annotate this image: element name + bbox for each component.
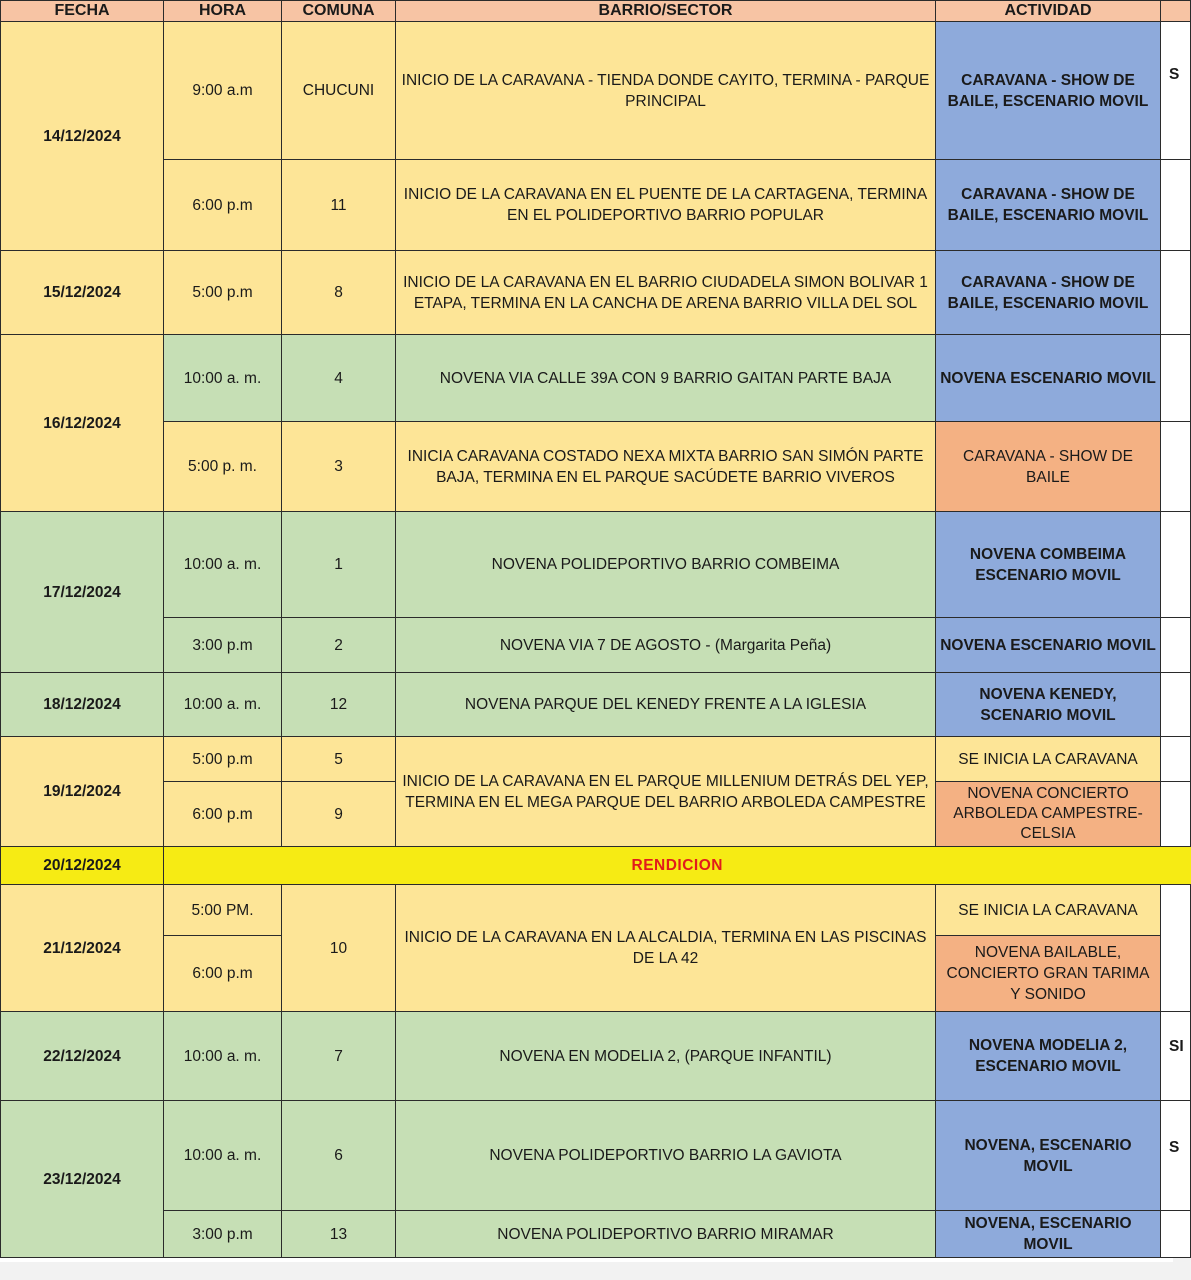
table-row bbox=[1, 251, 1191, 335]
side-text: S bbox=[1169, 66, 1180, 83]
time-cell: 5:00 PM. bbox=[164, 885, 282, 936]
side-cell bbox=[1161, 885, 1191, 1012]
comuna-cell: 2 bbox=[282, 618, 396, 673]
side-cell bbox=[1161, 160, 1191, 251]
header-actividad: ACTIVIDAD bbox=[936, 1, 1161, 22]
actividad-cell: NOVENA MODELIA 2, ESCENARIO MOVIL bbox=[936, 1012, 1161, 1101]
date-cell: 14/12/2024 bbox=[1, 22, 164, 251]
time-cell: 5:00 p.m bbox=[164, 737, 282, 782]
time-cell: 5:00 p.m bbox=[164, 251, 282, 335]
barrio-cell: NOVENA PARQUE DEL KENEDY FRENTE A LA IGLESIA bbox=[396, 673, 936, 737]
comuna-cell: 3 bbox=[282, 422, 396, 512]
comuna-cell: 7 bbox=[282, 1012, 396, 1101]
time-cell: 10:00 a. m. bbox=[164, 1101, 282, 1211]
date-cell: 15/12/2024 bbox=[1, 251, 164, 335]
actividad-cell: NOVENA, ESCENARIO MOVIL bbox=[936, 1101, 1161, 1211]
side-cell bbox=[1161, 512, 1191, 618]
comuna-cell: 9 bbox=[282, 782, 396, 847]
actividad-cell: NOVENA ESCENARIO MOVIL bbox=[936, 618, 1161, 673]
date-cell: 18/12/2024 bbox=[1, 673, 164, 737]
actividad-cell: CARAVANA - SHOW DE BAILE, ESCENARIO MOVIL bbox=[936, 22, 1161, 160]
time-cell: 10:00 a. m. bbox=[164, 335, 282, 422]
header-fecha: FECHA bbox=[1, 1, 164, 22]
actividad-cell: NOVENA KENEDY, SCENARIO MOVIL bbox=[936, 673, 1161, 737]
side-text: SI bbox=[1169, 1038, 1184, 1055]
barrio-cell: INICIA CARAVANA COSTADO NEXA MIXTA BARRIO SAN SIMÓN PARTE BAJA, TERMINA EN EL PARQUE SACÚDETE BARRIO VIVEROS bbox=[396, 422, 936, 512]
date-cell: 16/12/2024 bbox=[1, 335, 164, 512]
side-cell bbox=[1161, 422, 1191, 512]
barrio-cell: NOVENA VIA CALLE 39A CON 9 BARRIO GAITAN PARTE BAJA bbox=[396, 335, 936, 422]
table-row bbox=[1, 335, 1191, 422]
time-cell: 3:00 p.m bbox=[164, 618, 282, 673]
comuna-cell: 10 bbox=[282, 885, 396, 1012]
side-cell bbox=[1161, 1211, 1191, 1258]
side-cell bbox=[1161, 335, 1191, 422]
actividad-cell: CARAVANA - SHOW DE BAILE, ESCENARIO MOVIL bbox=[936, 160, 1161, 251]
actividad-cell: NOVENA ESCENARIO MOVIL bbox=[936, 335, 1161, 422]
header-row bbox=[1, 1, 1191, 22]
date-cell: 17/12/2024 bbox=[1, 512, 164, 673]
comuna-cell: 5 bbox=[282, 737, 396, 782]
actividad-cell: NOVENA BAILABLE, CONCIERTO GRAN TARIMA Y SONIDO bbox=[936, 936, 1161, 1012]
side-cell bbox=[1161, 673, 1191, 737]
barrio-cell: NOVENA POLIDEPORTIVO BARRIO LA GAVIOTA bbox=[396, 1101, 936, 1211]
barrio-cell: NOVENA POLIDEPORTIVO BARRIO COMBEIMA bbox=[396, 512, 936, 618]
actividad-cell: CARAVANA - SHOW DE BAILE, ESCENARIO MOVIL bbox=[936, 251, 1161, 335]
table-row bbox=[1, 885, 1191, 936]
table-row bbox=[1, 22, 1191, 160]
side-cell bbox=[1161, 22, 1191, 160]
comuna-cell: 8 bbox=[282, 251, 396, 335]
time-cell: 10:00 a. m. bbox=[164, 1012, 282, 1101]
table-row bbox=[1, 1101, 1191, 1211]
date-cell: 21/12/2024 bbox=[1, 885, 164, 1012]
table-row bbox=[1, 422, 1191, 512]
side-cell bbox=[1161, 1101, 1191, 1211]
rendicion-banner: RENDICION bbox=[164, 847, 1191, 885]
side-cell bbox=[1161, 737, 1191, 782]
barrio-cell: INICIO DE LA CARAVANA EN EL BARRIO CIUDADELA SIMON BOLIVAR 1 ETAPA, TERMINA EN LA CANCHA DE ARENA BARRIO VILLA DEL SOL bbox=[396, 251, 936, 335]
table-row bbox=[1, 847, 1191, 885]
side-cell bbox=[1161, 782, 1191, 847]
side-text: S bbox=[1169, 1139, 1180, 1156]
time-cell: 9:00 a.m bbox=[164, 22, 282, 160]
header-side bbox=[1161, 1, 1191, 22]
time-cell: 6:00 p.m bbox=[164, 160, 282, 251]
comuna-cell: 12 bbox=[282, 673, 396, 737]
comuna-cell: 1 bbox=[282, 512, 396, 618]
actividad-cell: NOVENA, ESCENARIO MOVIL bbox=[936, 1211, 1161, 1258]
time-cell: 5:00 p. m. bbox=[164, 422, 282, 512]
header-hora: HORA bbox=[164, 1, 282, 22]
table-row bbox=[1, 737, 1191, 782]
time-cell: 6:00 p.m bbox=[164, 936, 282, 1012]
side-cell bbox=[1161, 251, 1191, 335]
table-row bbox=[1, 1211, 1191, 1258]
date-cell: 20/12/2024 bbox=[1, 847, 164, 885]
comuna-cell: CHUCUNI bbox=[282, 22, 396, 160]
comuna-cell: 11 bbox=[282, 160, 396, 251]
table-row bbox=[1, 618, 1191, 673]
time-cell: 10:00 a. m. bbox=[164, 673, 282, 737]
table-row bbox=[1, 512, 1191, 618]
date-cell: 23/12/2024 bbox=[1, 1101, 164, 1258]
barrio-cell: INICIO DE LA CARAVANA EN LA ALCALDIA, TERMINA EN LAS PISCINAS DE LA 42 bbox=[396, 885, 936, 1012]
date-cell: 19/12/2024 bbox=[1, 737, 164, 847]
time-cell: 6:00 p.m bbox=[164, 782, 282, 847]
table-row bbox=[1, 160, 1191, 251]
actividad-cell: NOVENA CONCIERTO ARBOLEDA CAMPESTRE- CELSIA bbox=[936, 782, 1161, 847]
barrio-cell: NOVENA POLIDEPORTIVO BARRIO MIRAMAR bbox=[396, 1211, 936, 1258]
time-cell: 3:00 p.m bbox=[164, 1211, 282, 1258]
side-cell bbox=[1161, 618, 1191, 673]
side-cell bbox=[1161, 1012, 1191, 1101]
comuna-cell: 4 bbox=[282, 335, 396, 422]
barrio-cell: INICIO DE LA CARAVANA - TIENDA DONDE CAYITO, TERMINA - PARQUE PRINCIPAL bbox=[396, 22, 936, 160]
barrio-cell: INICIO DE LA CARAVANA EN EL PARQUE MILLENIUM DETRÁS DEL YEP, TERMINA EN EL MEGA PARQUE DEL BARRIO ARBOLEDA CAMPESTRE bbox=[396, 737, 936, 847]
table-row bbox=[1, 1012, 1191, 1101]
actividad-cell: SE INICIA LA CARAVANA bbox=[936, 885, 1161, 936]
actividad-cell: CARAVANA - SHOW DE BAILE bbox=[936, 422, 1161, 512]
comuna-cell: 6 bbox=[282, 1101, 396, 1211]
barrio-cell: NOVENA VIA 7 DE AGOSTO - (Margarita Peña) bbox=[396, 618, 936, 673]
barrio-cell: NOVENA EN MODELIA 2, (PARQUE INFANTIL) bbox=[396, 1012, 936, 1101]
actividad-cell: SE INICIA LA CARAVANA bbox=[936, 737, 1161, 782]
header-barrio: BARRIO/SECTOR bbox=[396, 1, 936, 22]
barrio-cell: INICIO DE LA CARAVANA EN EL PUENTE DE LA CARTAGENA, TERMINA EN EL POLIDEPORTIVO BARRIO POPULAR bbox=[396, 160, 936, 251]
header-comuna: COMUNA bbox=[282, 1, 396, 22]
actividad-cell: NOVENA COMBEIMA ESCENARIO MOVIL bbox=[936, 512, 1161, 618]
time-cell: 10:00 a. m. bbox=[164, 512, 282, 618]
comuna-cell: 13 bbox=[282, 1211, 396, 1258]
table-row bbox=[1, 673, 1191, 737]
date-cell: 22/12/2024 bbox=[1, 1012, 164, 1101]
